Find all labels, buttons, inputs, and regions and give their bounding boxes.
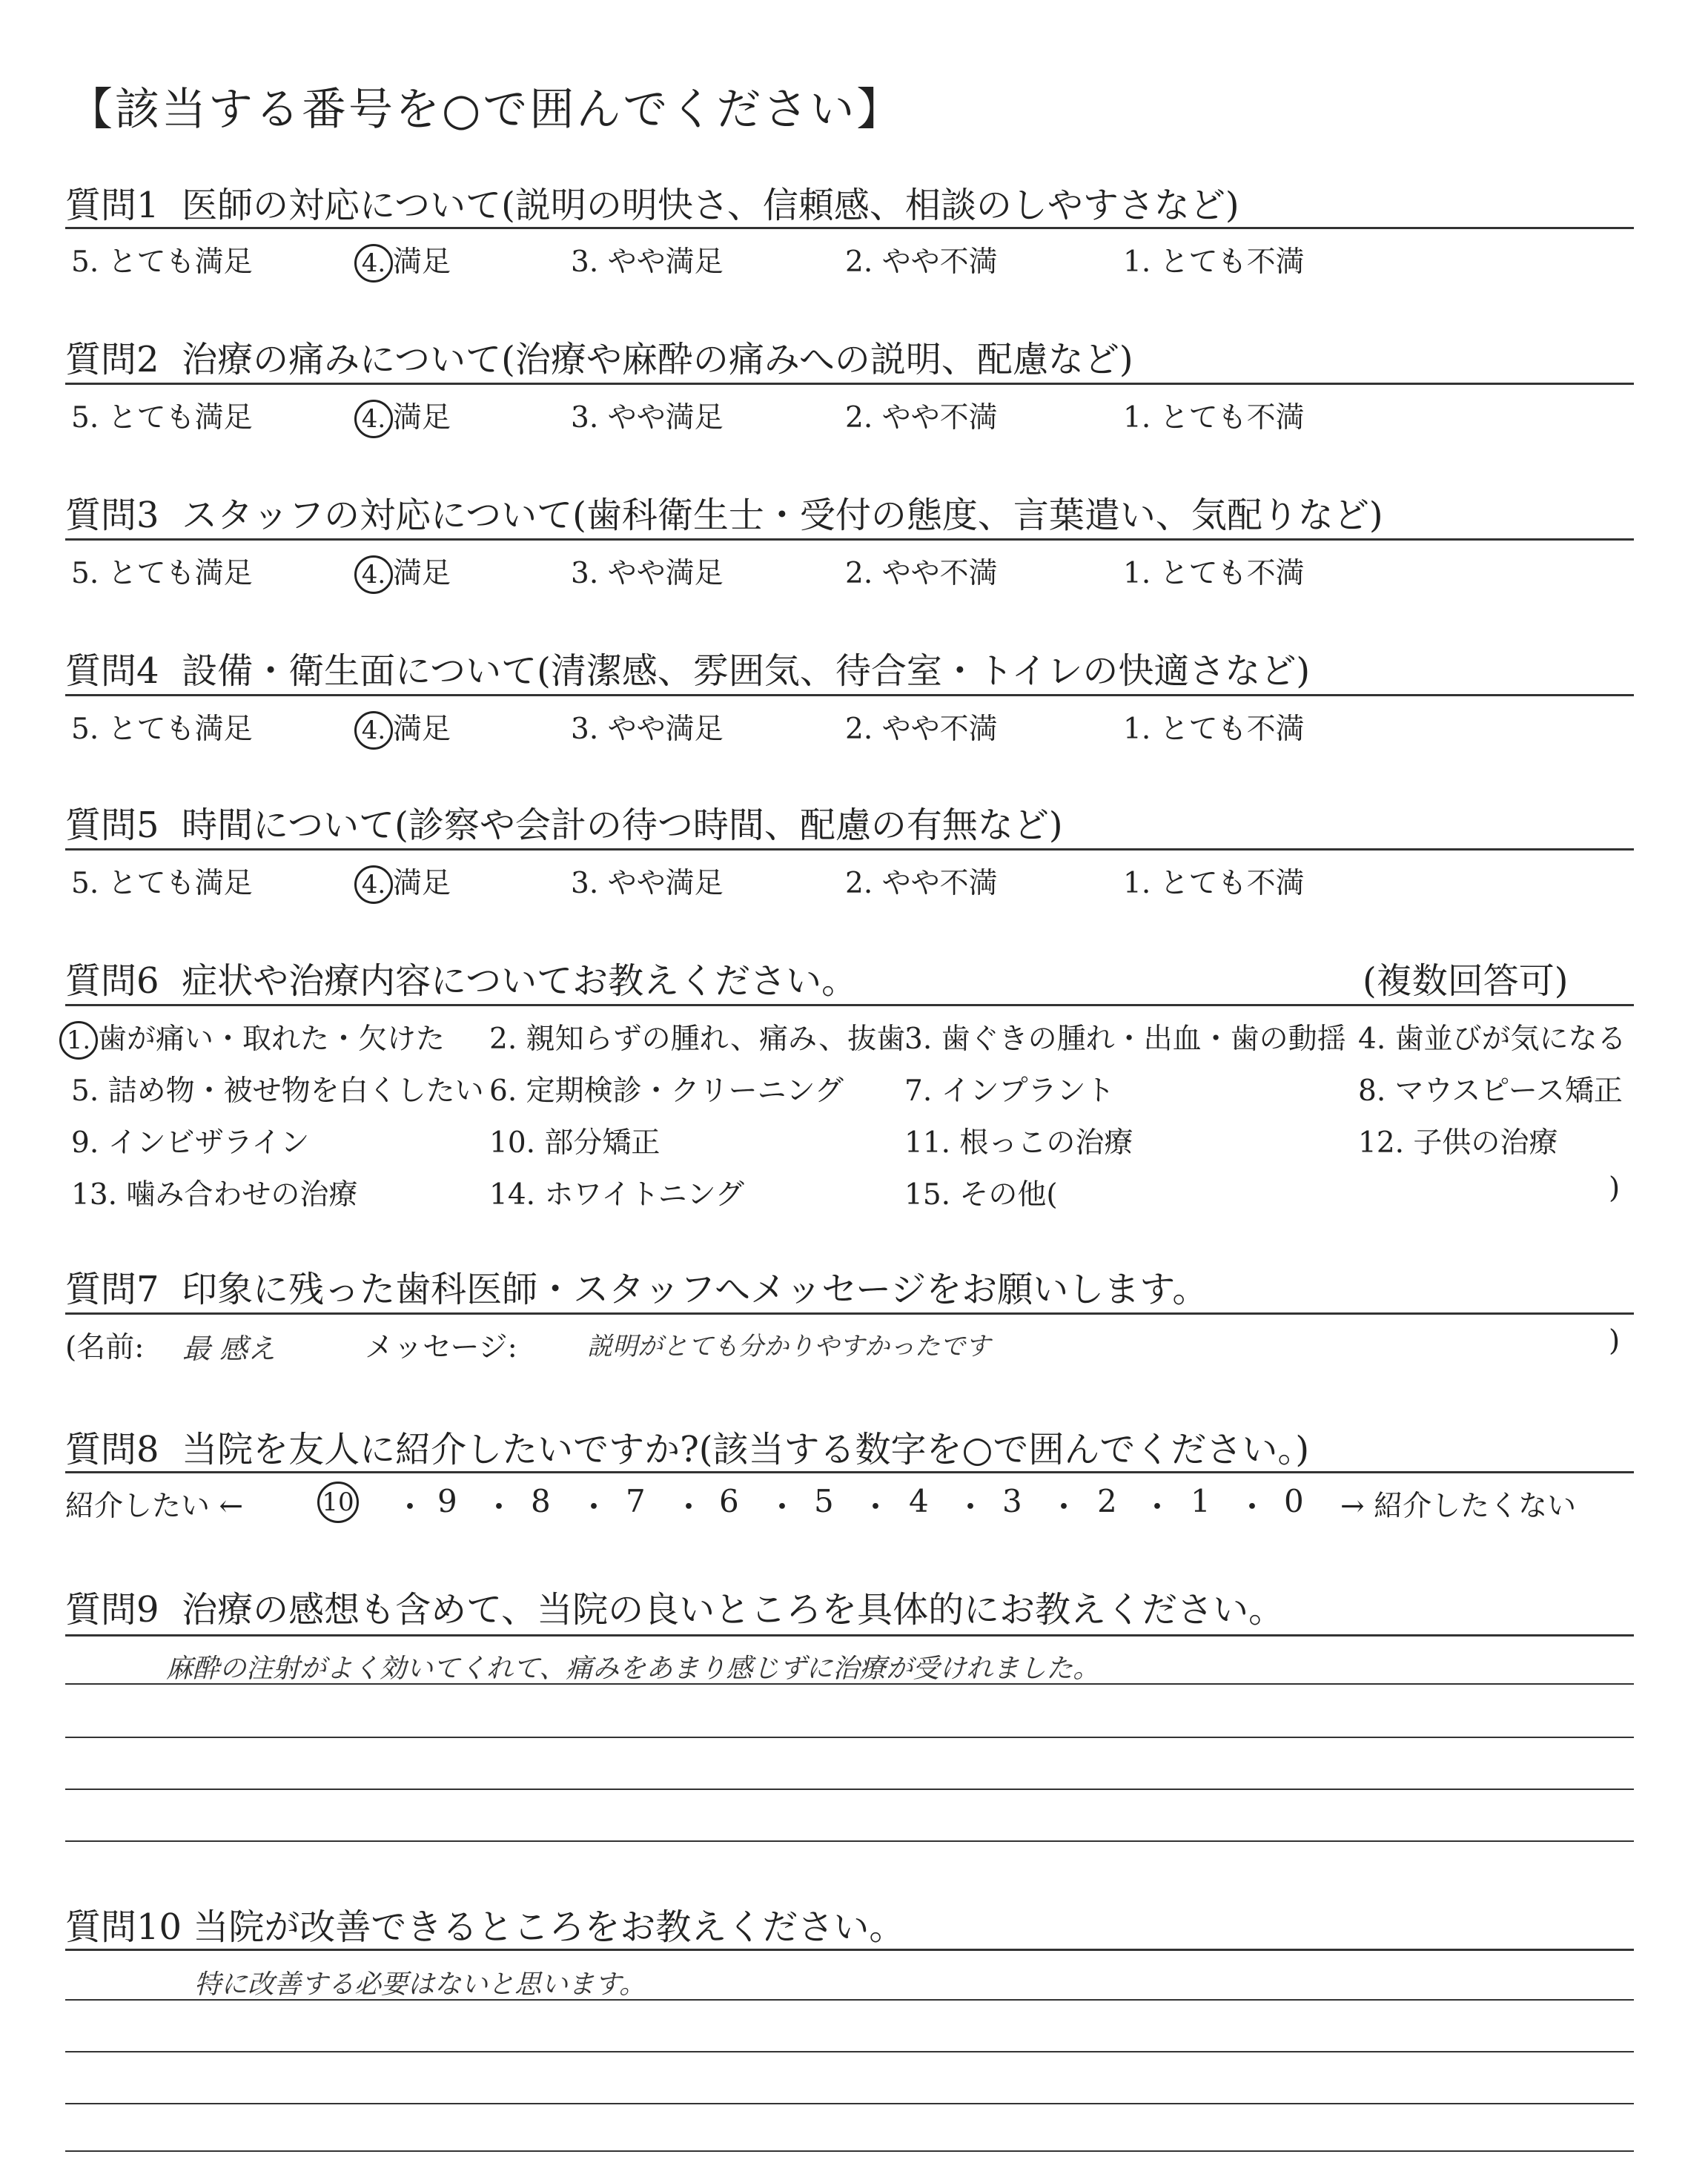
- q1-option-1[interactable]: 1. とても不満: [1123, 245, 1305, 279]
- q2-heading: [65, 331, 1133, 382]
- q5-option-3[interactable]: 3. やや満足: [571, 867, 724, 900]
- q5-heading: [65, 796, 1063, 848]
- q7-message-value[interactable]: 説明がとても分かりやすかったです: [587, 1332, 990, 1361]
- q8-scale-0[interactable]: 0: [1284, 1483, 1304, 1519]
- q6-option-8[interactable]: 8. マウスピース矯正: [1358, 1074, 1623, 1108]
- q7-rule: [65, 1312, 1634, 1315]
- q8-dot: ・: [767, 1489, 798, 1525]
- q1-option-5[interactable]: 5. とても満足: [71, 245, 253, 279]
- q1-option-3[interactable]: 3. やや満足: [571, 245, 724, 279]
- q8-dot: ・: [860, 1489, 892, 1525]
- q9-answer-line: [65, 1789, 1634, 1790]
- q8-dot: ・: [1237, 1489, 1268, 1525]
- q6-option-5[interactable]: 5. 詰め物・被せ物を白くしたい: [71, 1074, 484, 1108]
- q5-option-4-label: 満足: [393, 867, 451, 900]
- q10-text: 当院が改善できるところをお教えください。: [193, 1906, 905, 1948]
- q6-option-14[interactable]: 14. ホワイトニング: [489, 1178, 744, 1212]
- q6-option-15[interactable]: 15. その他(: [904, 1178, 1058, 1212]
- q8-label: 質問8: [65, 1429, 159, 1470]
- q3-label: 質問3: [65, 495, 159, 536]
- q8-scale-8[interactable]: 8: [531, 1483, 551, 1519]
- q6-heading: [65, 952, 857, 1003]
- q2-label: 質問2: [65, 339, 159, 380]
- q1-selected-circle: 4.: [354, 244, 393, 283]
- q1-heading: [65, 176, 1239, 228]
- q9-answer-line: [65, 1683, 1634, 1685]
- q8-right-label: → 紹介したくない: [1340, 1490, 1577, 1523]
- q7-name-value[interactable]: 最 感え: [182, 1332, 277, 1365]
- q8-scale-6[interactable]: 6: [719, 1483, 739, 1519]
- q5-option-4[interactable]: [354, 860, 451, 904]
- q8-dot: ・: [1048, 1489, 1080, 1525]
- q7-text: 印象に残った歯科医師・スタッフへメッセージをお願いします。: [182, 1269, 1208, 1310]
- q6-text: 症状や治療内容についてお教えください。: [182, 960, 858, 1002]
- q9-answer[interactable]: 麻酔の注射がよく効いてくれて、痛みをあまり感じずに治療が受けれました。: [166, 1654, 1100, 1684]
- q5-text: 時間について(診察や会計の待つ時間、配慮の有無など): [182, 805, 1063, 846]
- q8-dot: ・: [955, 1489, 987, 1525]
- q8-scale-1[interactable]: 1: [1191, 1483, 1211, 1519]
- q4-option-5[interactable]: 5. とても満足: [71, 713, 253, 746]
- q1-label: 質問1: [65, 185, 159, 226]
- q6-option-1-label: 歯が痛い・取れた・欠けた: [98, 1023, 446, 1056]
- q6-option-10[interactable]: 10. 部分矯正: [489, 1126, 661, 1160]
- q6-option-2[interactable]: 2. 親知らずの腫れ、痛み、抜歯: [489, 1023, 906, 1056]
- q4-text: 設備・衛生面について(清潔感、雰囲気、待合室・トイレの快適さなど): [182, 650, 1311, 692]
- q1-option-4-label: 満足: [393, 245, 451, 279]
- q9-rule: [65, 1634, 1634, 1636]
- q4-option-4[interactable]: [354, 706, 451, 750]
- q10-answer[interactable]: 特に改善する必要はないと思います。: [194, 1969, 646, 2000]
- q6-option-1[interactable]: [59, 1016, 445, 1060]
- q10-answer-line: [65, 2103, 1634, 2104]
- q7-message-label: メッセージ:: [365, 1331, 517, 1364]
- q9-answer-line: [65, 1840, 1634, 1842]
- q8-rule: [65, 1471, 1634, 1473]
- q2-rule: [65, 383, 1634, 385]
- q7-close: ): [1609, 1324, 1621, 1358]
- q2-option-5[interactable]: 5. とても満足: [71, 401, 253, 435]
- q6-selected-circle: 1.: [59, 1021, 98, 1060]
- q3-rule: [65, 538, 1634, 541]
- q10-label: 質問10: [65, 1906, 182, 1948]
- q3-option-1[interactable]: 1. とても不満: [1123, 557, 1305, 590]
- q2-option-4[interactable]: [354, 394, 451, 438]
- q2-option-3[interactable]: 3. やや満足: [571, 401, 724, 435]
- q6-other-close: ): [1609, 1172, 1621, 1205]
- q3-option-4-label: 満足: [393, 557, 451, 590]
- q4-option-3[interactable]: 3. やや満足: [571, 713, 724, 746]
- q8-scale-2[interactable]: 2: [1097, 1483, 1117, 1519]
- q7-name-label: (名前:: [65, 1331, 145, 1364]
- q8-left-label: 紹介したい ←: [65, 1490, 244, 1523]
- q3-heading: [65, 486, 1383, 538]
- q3-option-4[interactable]: [354, 550, 451, 594]
- q6-option-9[interactable]: 9. インビザライン: [71, 1126, 310, 1160]
- q6-option-12[interactable]: 12. 子供の治療: [1358, 1126, 1558, 1160]
- q8-dot: ・: [673, 1489, 705, 1525]
- q5-selected-circle: 4.: [354, 865, 393, 904]
- q3-option-3[interactable]: 3. やや満足: [571, 557, 724, 590]
- q10-answer-line: [65, 2150, 1634, 2152]
- q8-dot: ・: [578, 1489, 610, 1525]
- q2-option-4-label: 満足: [393, 401, 451, 435]
- q6-option-11[interactable]: 11. 根っこの治療: [904, 1126, 1133, 1160]
- q5-label: 質問5: [65, 805, 159, 846]
- q10-answer-line: [65, 1999, 1634, 2001]
- q6-option-7[interactable]: 7. インプラント: [904, 1074, 1115, 1108]
- q7-label: 質問7: [65, 1269, 159, 1310]
- q8-dot: ・: [1142, 1489, 1174, 1525]
- q6-note: (複数回答可): [1363, 960, 1569, 1002]
- q3-option-5[interactable]: 5. とても満足: [71, 557, 253, 590]
- q9-text: 治療の感想も含めて、当院の良いところを具体的にお教えください。: [182, 1589, 1285, 1631]
- q8-selected-circle: 10: [317, 1482, 359, 1523]
- q1-text: 医師の対応について(説明の明快さ、信頼感、相談のしやすさなど): [182, 185, 1239, 226]
- q9-label: 質問9: [65, 1589, 159, 1631]
- q2-option-1[interactable]: 1. とても不満: [1123, 401, 1305, 435]
- q6-option-6[interactable]: 6. 定期検診・クリーニング: [489, 1074, 844, 1108]
- q6-option-4[interactable]: 4. 歯並びが気になる: [1358, 1023, 1626, 1056]
- q8-text: 当院を友人に紹介したいですか?(該当する数字を○で囲んでください。): [182, 1429, 1310, 1470]
- q10-answer-line: [65, 2051, 1634, 2052]
- q3-text: スタッフの対応について(歯科衛生士・受付の態度、言葉遣い、気配りなど): [182, 495, 1383, 536]
- q3-option-2[interactable]: 2. やや不満: [845, 557, 998, 590]
- q8-scale-3[interactable]: 3: [1002, 1483, 1022, 1519]
- q8-scale-10[interactable]: [317, 1482, 359, 1523]
- q8-scale-9[interactable]: 9: [437, 1483, 457, 1519]
- q2-option-2[interactable]: 2. やや不満: [845, 401, 998, 435]
- q6-option-3[interactable]: 3. 歯ぐきの腫れ・出血・歯の動揺: [904, 1023, 1346, 1056]
- q8-dot: ・: [394, 1489, 426, 1525]
- q5-rule: [65, 848, 1634, 851]
- q10-heading: [65, 1898, 904, 1949]
- q2-selected-circle: 4.: [354, 400, 393, 438]
- q4-option-4-label: 満足: [393, 713, 451, 746]
- q4-label: 質問4: [65, 650, 159, 692]
- q9-heading: [65, 1581, 1284, 1632]
- q5-option-2[interactable]: 2. やや不満: [845, 867, 998, 900]
- q3-selected-circle: 4.: [354, 555, 393, 594]
- q1-option-2[interactable]: 2. やや不満: [845, 245, 998, 279]
- q4-selected-circle: 4.: [354, 711, 393, 750]
- q6-label: 質問6: [65, 960, 159, 1002]
- q8-heading: [65, 1421, 1309, 1472]
- q8-scale-7[interactable]: 7: [626, 1483, 646, 1519]
- q2-text: 治療の痛みについて(治療や麻酔の痛みへの説明、配慮など): [182, 339, 1133, 380]
- q5-option-5[interactable]: 5. とても満足: [71, 867, 253, 900]
- q1-rule: [65, 227, 1634, 229]
- q4-option-1[interactable]: 1. とても不満: [1123, 713, 1305, 746]
- q6-option-13[interactable]: 13. 噛み合わせの治療: [71, 1178, 358, 1212]
- q9-answer-line: [65, 1737, 1634, 1738]
- q4-heading: [65, 642, 1310, 693]
- page-title: 【該当する番号を○で囲んでください】: [68, 84, 904, 136]
- q4-option-2[interactable]: 2. やや不満: [845, 713, 998, 746]
- q7-heading: [65, 1261, 1208, 1312]
- q1-option-4[interactable]: [354, 239, 451, 283]
- q6-rule: [65, 1004, 1634, 1006]
- q8-dot: ・: [483, 1489, 515, 1525]
- q4-rule: [65, 694, 1634, 696]
- q10-rule: [65, 1949, 1634, 1951]
- q5-option-1[interactable]: 1. とても不満: [1123, 867, 1305, 900]
- q8-scale-5[interactable]: 5: [814, 1483, 834, 1519]
- q8-scale-4[interactable]: 4: [909, 1483, 929, 1519]
